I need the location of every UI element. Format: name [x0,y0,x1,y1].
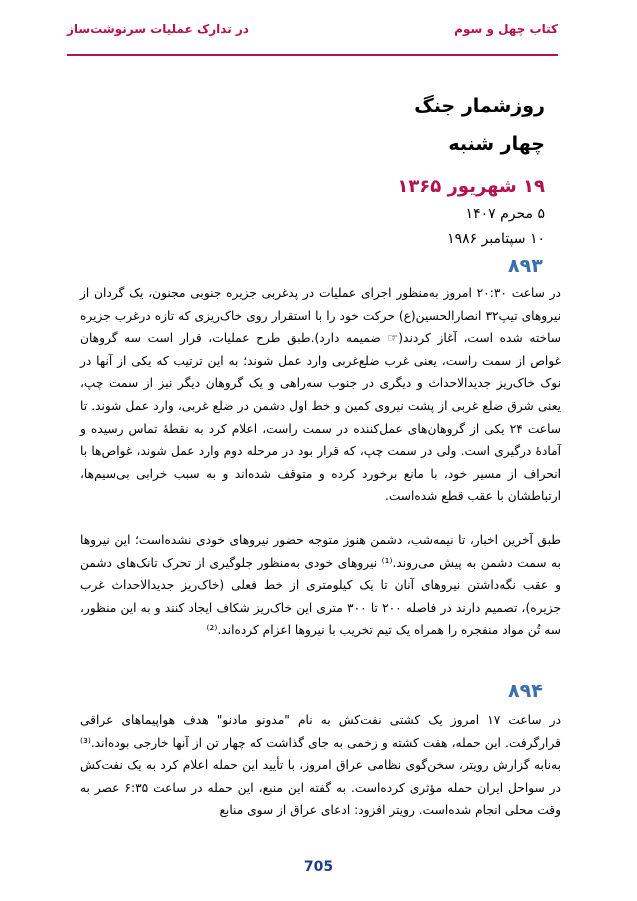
item-893-paragraph-1: در ساعت ۲۰:۳۰ امروز به‌منظور اجرای عملیات در پدغربی جزیره جنوبی مجنون، یک گردان از نیروهای تیپ۳۲ انصارالحسین(ع) حرکت خود را با استقرار روی خاک‌ریزی که تازه درغرب جزیره ساخته شده است، آغاز کردند(☞ ضمیمه دارد).طبق طرح عملیات، قرار است سه گروهان غواص از سمت راست، یعنی غرب ضلع‌غربی وارد عمل شوند؛ به این ترتیب که یکی از آنها در نوک خاک‌ریز جدیدالاحداث و دیگری در جنوب سه‌راهی و یک گروهان دیگر نیز از سمت چپ، یعنی شرق ضلع غربی از پشت نیروی کمین و خط اول دشمن در ضلع غربی، وارد عمل شوند. تا ساعت ۲۴ یکی از گروهان‌های عمل‌کننده در سمت راست، اعلام کرد به نقطهٔ تماس رسیده و آمادهٔ درگیری است. ولی در سمت چپ، که قرار بود در مرحله دوم وارد عمل شوند، غواص‌ها با انحراف از مسیر خود، با مانع برخورد کرده و متوقف شده‌اند و به سبب خرابی بی‌سیم‌ها، ارتباطشان با عقب قطع شده‌است. [80,286,561,504]
book-title: کتاب چهل و سوم [454,22,558,36]
item-894-paragraph-1: در ساعت ۱۷ امروز یک کشتی نفت‌کش به نام "مدونو مادنو" هدف هواپیماهای عراقی قرارگرفت. این حمله، هفت کشته و زخمی به جای گذاشت که چهار تن از آنها خارجی بوده‌اند.⁽³⁾ به‌نابه گزارش رویتر، سخن‌گوی نظامی عراق امروز، با تأیید این حمله اعلام کرد به یک نفت‌کش در سواحل ایران حمله مؤثری کرده‌است. به گفته این منبع، این حمله در ساعت ۶:۳۵ عصر به وقت محلی انجام شده‌است. رویتر افزود: ادعای عراق از سوی منابع [80,713,561,818]
page-number: 705 [303,859,334,875]
chronicle-title: روزشمار جنگ [414,95,545,117]
section-title: در تدارک عملیات سرنوشت‌ساز [67,22,249,36]
item-893-paragraph-2: طبق آخرین اخبار، تا نیمه‌شب، دشمن هنوز متوجه حضور نیروهای خودی نشده‌است؛ این نیروها به سمت دشمن به پیش می‌روند.⁽¹⁾ نیروهای خودی به‌منظور جلوگیری از تحرک تانک‌های دشمن و عقب نگه‌داشتن نیروهای آنان تا یک کیلومتری از خط فعلی (خاک‌ریز جدیدالاحداث غرب جزیره)، تصمیم دارند در فاصله ۲۰۰ تا ۳۰۰ متری این خاک‌ریز شکاف ایجاد کنند و به این منظور، سه تُن مواد منفجره را همراه یک تیم تخریب با نیروها اعزام کرده‌اند.⁽²⁾ [80,533,561,638]
header-divider [67,54,558,56]
solar-date: ۱۹ شهریور ۱۳۶۵ [397,176,545,197]
gregorian-date: ۱۰ سپتامبر ۱۹۸۶ [447,231,545,247]
hijri-date: ۵ محرم ۱۴۰۷ [465,206,545,222]
running-header [67,22,558,36]
item-number-893: ۸۹۳ [508,255,543,277]
item-number-894: ۸۹۴ [508,680,543,702]
weekday-title: چهار شنبه [448,133,545,155]
